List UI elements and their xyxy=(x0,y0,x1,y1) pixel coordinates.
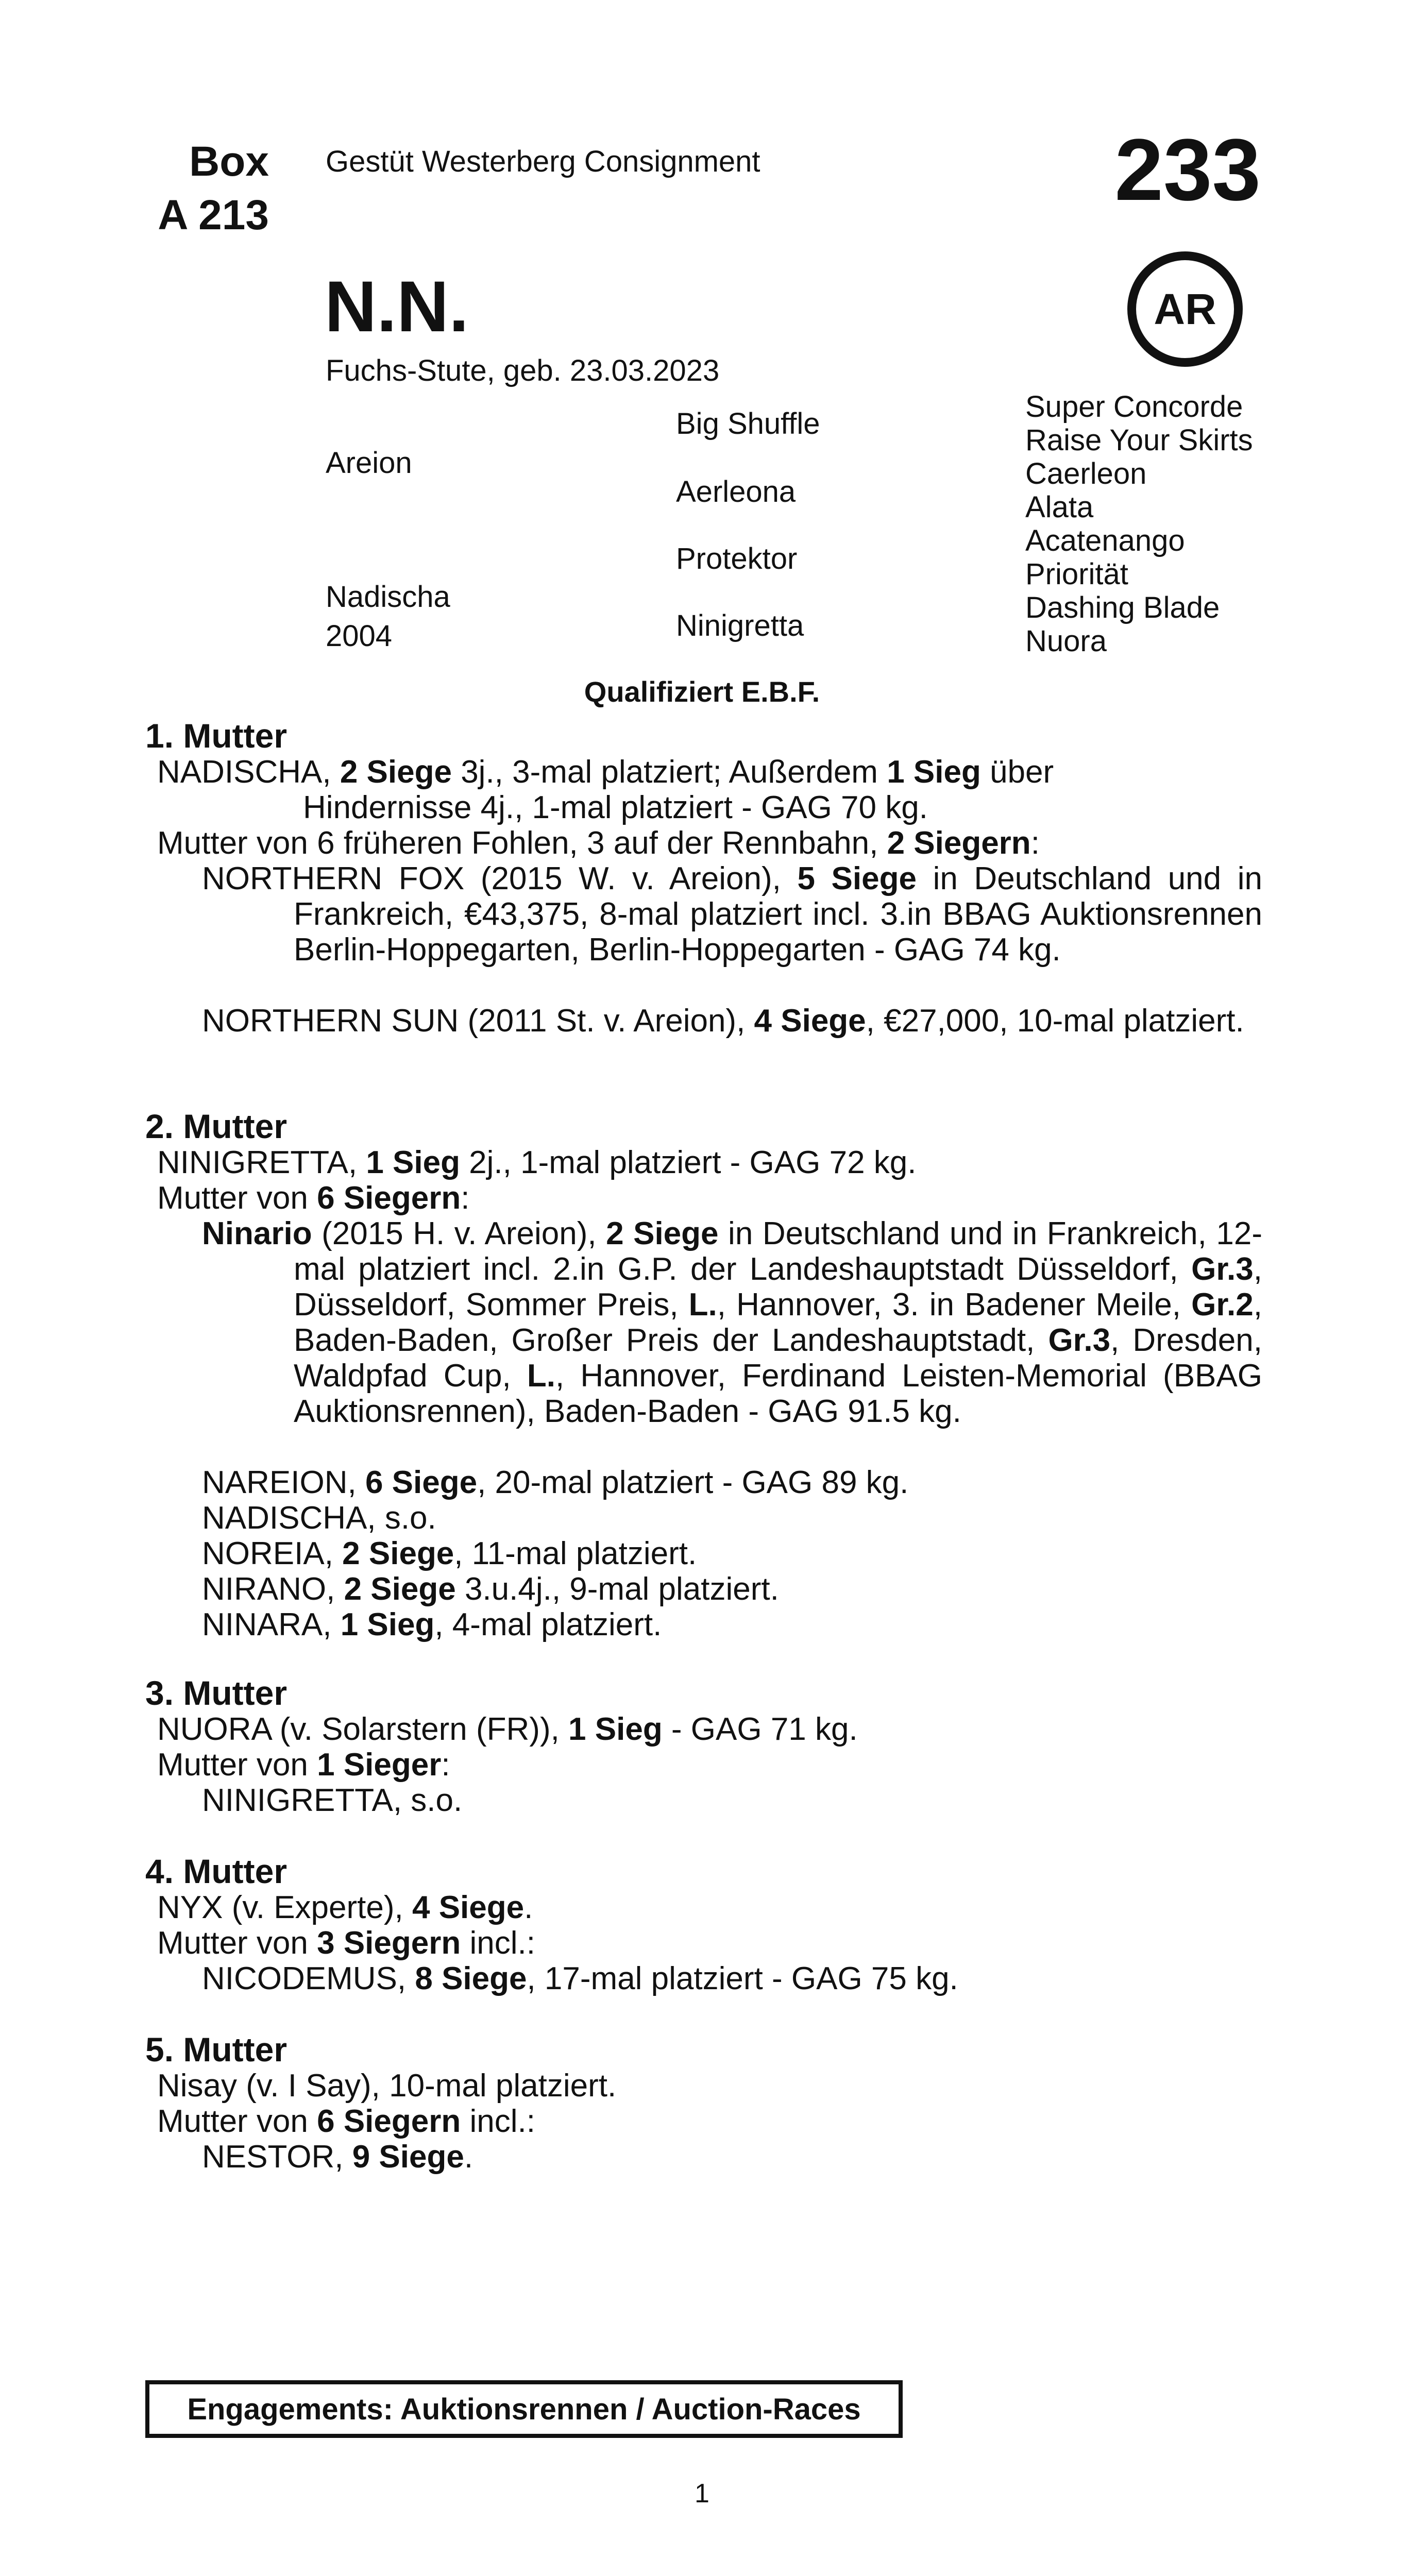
produce-summary: Mutter von 1 Sieger: xyxy=(157,1747,450,1783)
produce-entry: NICODEMUS, 8 Siege, 17-mal platziert - GAG 75 kg. xyxy=(202,1961,958,1996)
box-title: Box xyxy=(189,138,269,185)
section-heading: 5. Mutter xyxy=(145,2030,287,2069)
pedigree-dam: Nadischa xyxy=(326,580,450,614)
dam-record: Nisay (v. I Say), 10-mal platziert. xyxy=(157,2068,617,2104)
produce-entry: NADISCHA, s.o. xyxy=(202,1500,436,1536)
dam-record-continued: Hindernisse 4j., 1-mal platziert - GAG 70 kg. xyxy=(303,790,928,825)
dam-record: NINIGRETTA, 1 Sieg 2j., 1-mal platziert - GAG 72 kg. xyxy=(157,1145,917,1180)
box-label xyxy=(145,135,269,242)
produce-summary: Mutter von 6 Siegern incl.: xyxy=(157,2104,535,2139)
box-number: A 213 xyxy=(158,192,269,239)
dam-record: NYX (v. Experte), 4 Siege. xyxy=(157,1890,533,1925)
produce-entry: NORTHERN SUN (2011 St. v. Areion), 4 Siege, €27,000, 10-mal platziert. xyxy=(202,1003,1244,1039)
pedigree-grandparent: Protektor xyxy=(676,542,798,575)
qualification: Qualifiziert E.B.F. xyxy=(584,675,820,708)
section-heading: 1. Mutter xyxy=(145,717,287,755)
pedigree-great-grandparent: Acatenango xyxy=(1025,524,1185,557)
horse-description: Fuchs-Stute, geb. 23.03.2023 xyxy=(326,354,720,387)
produce-entry: NIRANO, 2 Siege 3.u.4j., 9-mal platziert. xyxy=(202,1571,779,1607)
produce-entry: Ninario (2015 H. v. Areion), 2 Siege in Deutschland und in Frankreich, 12-mal platziert incl. 2.in G.P. der Landeshauptstadt Düsseldorf, Gr.3, Düsseldorf, Sommer Preis, L., Hannover, 3. in Badener Meile, Gr.2, Baden-Baden, Großer Preis der Landeshauptstadt, Gr.3, Dresden, Waldpfad Cup, L., Hannover, Ferdinand Leisten-Memorial (BBAG Auktionsrennen), Baden-Baden - GAG 91.5 kg. xyxy=(202,1216,1262,1429)
lot-number: 233 xyxy=(1114,121,1261,219)
pedigree-great-grandparent: Priorität xyxy=(1025,557,1128,591)
section-heading: 3. Mutter xyxy=(145,1674,287,1712)
pedigree-grandparent: Big Shuffle xyxy=(676,407,820,440)
pedigree-great-grandparent: Dashing Blade xyxy=(1025,591,1220,624)
pedigree-sire: Areion xyxy=(326,446,412,480)
page-number: 1 xyxy=(695,2479,709,2509)
pedigree-great-grandparent: Nuora xyxy=(1025,624,1107,658)
pedigree-great-grandparent: Raise Your Skirts xyxy=(1025,423,1253,457)
section-heading: 2. Mutter xyxy=(145,1107,287,1145)
pedigree-great-grandparent: Alata xyxy=(1025,490,1094,524)
produce-entry: NINARA, 1 Sieg, 4-mal platziert. xyxy=(202,1607,662,1642)
pedigree-grandparent: Ninigretta xyxy=(676,609,804,642)
produce-summary: Mutter von 6 Siegern: xyxy=(157,1180,470,1216)
produce-entry: NAREION, 6 Siege, 20-mal platziert - GAG 89 kg. xyxy=(202,1465,909,1500)
produce-entry: NESTOR, 9 Siege. xyxy=(202,2139,473,2175)
engagements-box xyxy=(145,2380,903,2438)
engagements-text: Engagements: Auktionsrennen / Auction-Races xyxy=(187,2392,861,2426)
pedigree-great-grandparent: Super Concorde xyxy=(1025,390,1243,423)
horse-name: N.N. xyxy=(325,266,469,347)
produce-entry: NORTHERN FOX (2015 W. v. Areion), 5 Siege in Deutschland und in Frankreich, €43,375, 8-mal platziert incl. 3.in BBAG Auktionsrennen Berlin-Hoppegarten, Berlin-Hoppegarten - GAG 74 kg. xyxy=(202,861,1262,968)
consignor: Gestüt Westerberg Consignment xyxy=(326,145,760,178)
dam-record: NUORA (v. Solarstern (FR)), 1 Sieg - GAG 71 kg. xyxy=(157,1711,858,1747)
produce-summary: Mutter von 6 früheren Fohlen, 3 auf der Rennbahn, 2 Siegern: xyxy=(157,825,1040,861)
pedigree-dam-year: 2004 xyxy=(326,619,393,653)
produce-entry: NOREIA, 2 Siege, 11-mal platziert. xyxy=(202,1536,697,1571)
produce-entry: NINIGRETTA, s.o. xyxy=(202,1783,463,1818)
dam-record: NADISCHA, 2 Siege 3j., 3-mal platziert; Außerdem 1 Sieg über xyxy=(157,754,1054,790)
pedigree-great-grandparent: Caerleon xyxy=(1025,457,1147,490)
pedigree-grandparent: Aerleona xyxy=(676,475,796,509)
produce-summary: Mutter von 3 Siegern incl.: xyxy=(157,1925,535,1961)
ar-badge xyxy=(1127,251,1243,367)
section-heading: 4. Mutter xyxy=(145,1852,287,1890)
ar-badge-text: AR xyxy=(1154,284,1216,333)
